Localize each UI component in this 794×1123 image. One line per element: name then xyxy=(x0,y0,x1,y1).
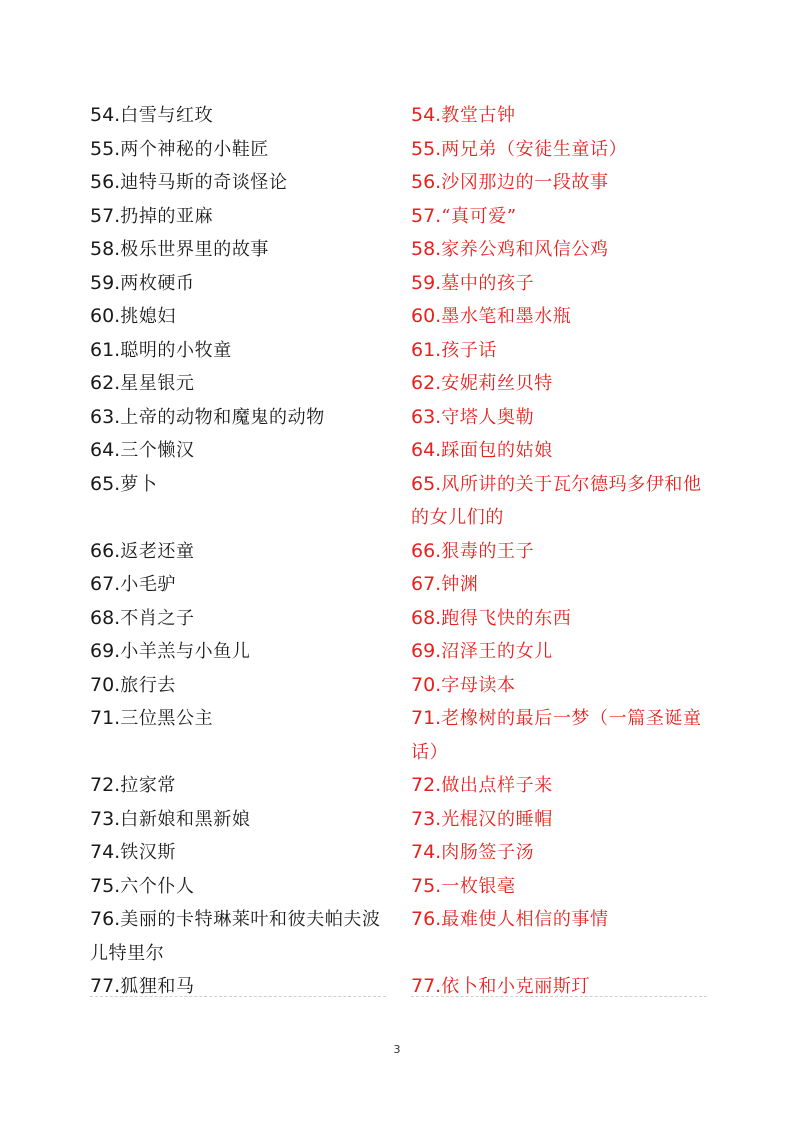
list-item: 76.美丽的卡特琳莱叶和彼夫帕夫波儿特里尔 xyxy=(90,908,381,964)
list-item: 71.老橡树的最后一梦（一篇圣诞童话） xyxy=(411,707,702,763)
list-item: 70.字母读本 xyxy=(411,673,516,696)
list-item: 75.六个仆人 xyxy=(90,874,195,897)
list-item: 58.家养公鸡和风信公鸡 xyxy=(411,238,609,260)
list-item: 63.守塔人奥勒 xyxy=(411,405,535,428)
table-bottom-divider xyxy=(90,996,386,997)
list-item: 55.两兄弟（安徒生童话） xyxy=(411,137,628,160)
list-item: 60.挑媳妇 xyxy=(90,305,177,327)
list-item: 74.肉肠签子汤 xyxy=(411,841,535,863)
list-item: 70.旅行去 xyxy=(90,673,177,696)
list-spacer xyxy=(90,501,390,535)
list-item: 71.三位黑公主 xyxy=(90,707,214,729)
list-item: 66.返老还童 xyxy=(90,539,195,562)
list-item: 57.扔掉的亚麻 xyxy=(90,204,214,227)
list-item: 65.风所讲的关于瓦尔德玛多伊和他的女儿们的 xyxy=(411,472,702,528)
list-item: 57.“真可爱” xyxy=(411,204,517,227)
list-item: 64.三个懒汉 xyxy=(90,439,195,461)
list-spacer xyxy=(411,937,711,971)
list-item: 73.光棍汉的睡帽 xyxy=(411,807,553,830)
list-item: 69.小羊羔与小鱼儿 xyxy=(90,640,251,662)
list-item: 61.孩子话 xyxy=(411,338,498,361)
list-item: 69.沼泽王的女儿 xyxy=(411,640,553,662)
list-item: 74.铁汉斯 xyxy=(90,841,177,863)
list-item: 67.小毛驴 xyxy=(90,573,177,595)
list-item: 60.墨水笔和墨水瓶 xyxy=(411,305,572,327)
list-item: 68.跑得飞快的东西 xyxy=(411,606,572,629)
left-list xyxy=(90,99,390,1004)
list-item: 72.拉家常 xyxy=(90,774,177,796)
list-item: 77.依卜和小克丽斯玎 xyxy=(411,975,591,997)
list-item: 56.迪特马斯的奇谈怪论 xyxy=(90,171,288,193)
list-item: 75.一枚银毫 xyxy=(411,874,516,897)
list-item: 59.两枚硬币 xyxy=(90,271,195,294)
list-item: 62.星星银元 xyxy=(90,372,195,394)
list-item: 54.白雪与红玫 xyxy=(90,104,214,126)
list-item: 62.安妮莉丝贝特 xyxy=(411,372,553,394)
list-item: 59.墓中的孩子 xyxy=(411,271,535,294)
list-item: 66.狠毒的王子 xyxy=(411,539,535,562)
list-item: 56.沙冈那边的一段故事 xyxy=(411,171,609,193)
list-item: 77.狐狸和马 xyxy=(90,975,195,997)
list-item: 58.极乐世界里的故事 xyxy=(90,238,270,260)
list-item: 68.不肖之子 xyxy=(90,606,195,629)
list-item: 64.踩面包的姑娘 xyxy=(411,439,553,461)
list-item: 54.教堂古钟 xyxy=(411,104,516,126)
list-item: 63.上帝的动物和魔鬼的动物 xyxy=(90,405,325,428)
list-item: 67.钟渊 xyxy=(411,573,479,595)
list-item: 76.最难使人相信的事情 xyxy=(411,908,609,930)
list-item: 72.做出点样子来 xyxy=(411,774,553,796)
table-bottom-divider xyxy=(411,996,707,997)
list-item: 55.两个神秘的小鞋匠 xyxy=(90,137,270,160)
list-spacer xyxy=(90,736,390,770)
page-number: 3 xyxy=(393,1043,401,1056)
list-item: 61.聪明的小牧童 xyxy=(90,338,232,361)
right-list xyxy=(411,99,711,1004)
list-item: 73.白新娘和黑新娘 xyxy=(90,807,251,830)
list-item: 65.萝卜 xyxy=(90,472,158,495)
